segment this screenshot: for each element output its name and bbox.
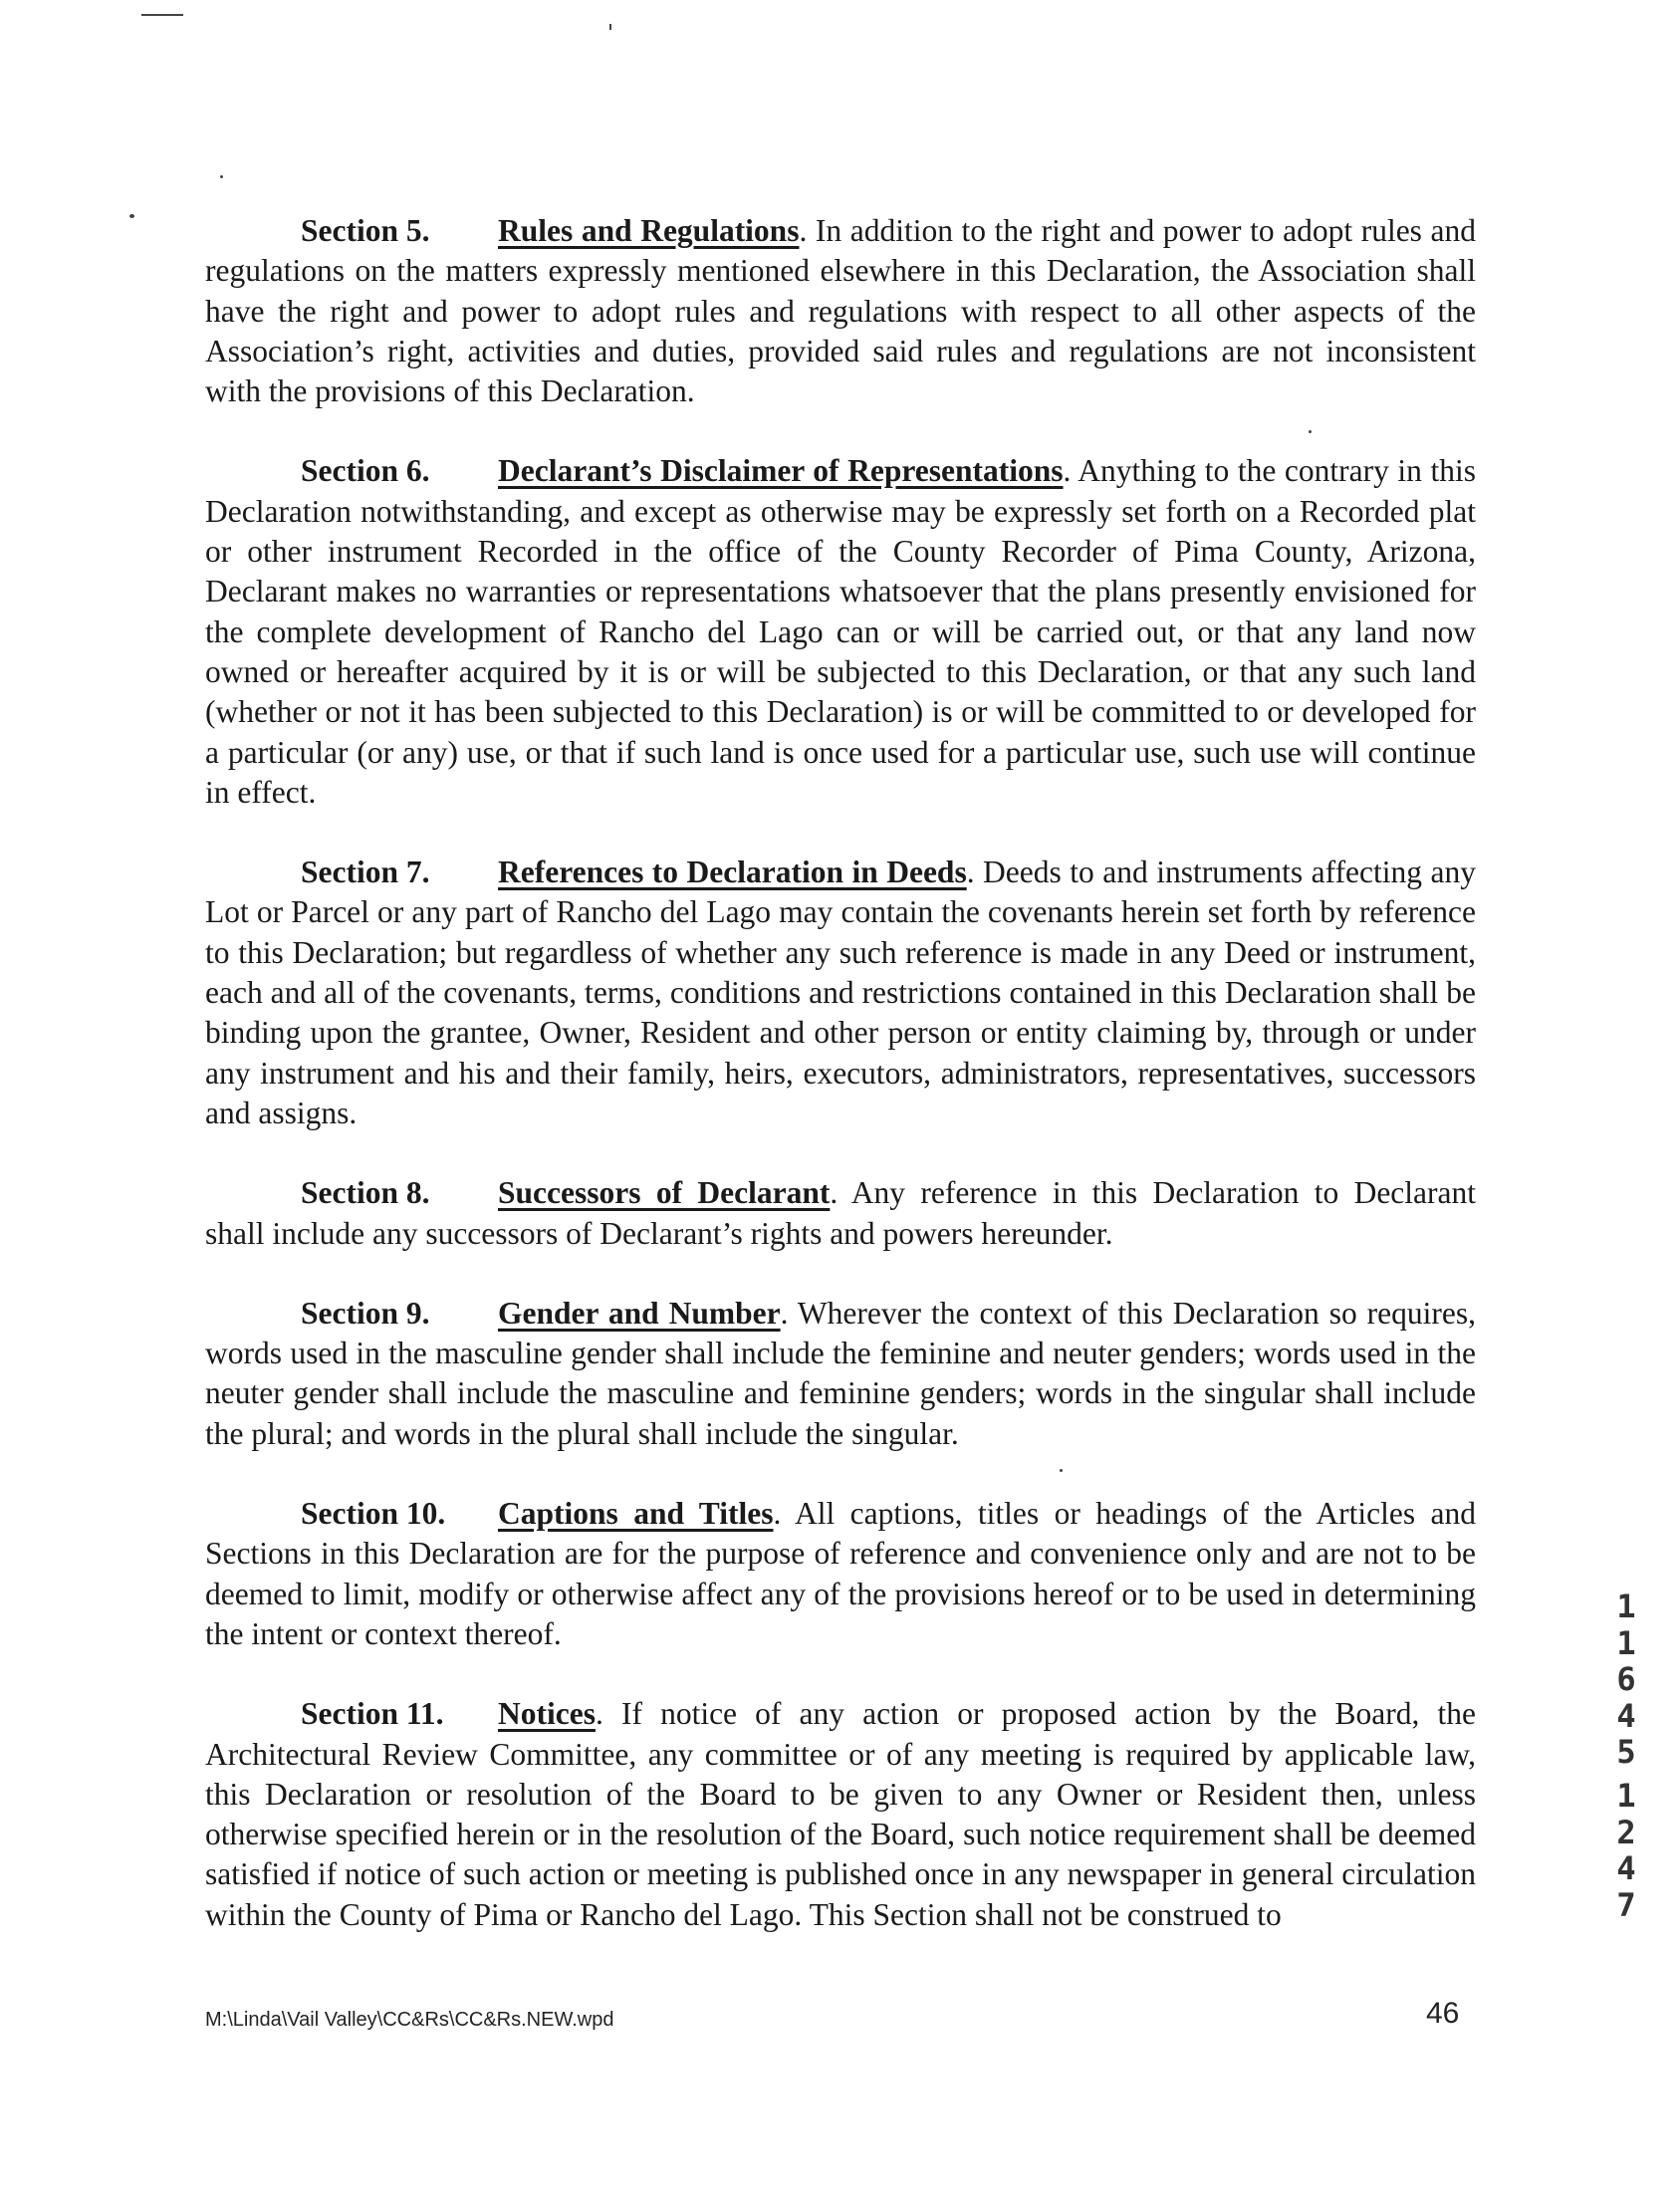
section-text: . Wherever the context of this Declaration so requires, words used in the masculine gender shall include the feminine and neuter genders; words used in the neuter gender shall include the masculine and feminine genders; words in the singular shall include the plural; and words in the plural shall include the singular.: [205, 1295, 1476, 1451]
section-5: [205, 211, 1476, 411]
scan-artifact-dot: [609, 24, 611, 30]
document-body: [205, 211, 1476, 1975]
section-7: [205, 853, 1476, 1133]
section-number: Section 10.: [301, 1496, 446, 1532]
scan-artifact-dot: [220, 175, 223, 178]
section-number: Section 7.: [301, 855, 430, 890]
page-number: 46: [1426, 1997, 1460, 2030]
section-number: Section 5.: [301, 213, 430, 248]
section-title: Notices: [498, 1696, 596, 1732]
section-8: [205, 1173, 1476, 1254]
section-title: References to Declaration in Deeds: [498, 855, 967, 890]
section-number: Section 8.: [301, 1175, 430, 1211]
section-10: [205, 1494, 1476, 1654]
section-text: . Anything to the contrary in this Declaration notwithstanding, and except as otherwise may be expressly set forth on a Recorded plat or other instrument Recorded in the office of the County Recorder of Pima County, Arizona, Declarant makes no warranties or representations whatsoever that the plans presently envisioned for the complete development of Rancho del Lago can or will be carried out, or that any land now owned or hereafter acquired by it is or will be subjected to this Declaration, or that any such land (whether or not it has been subjected to this Declaration) is or will be committed to or developed for a particular (or any) use, or that if such land is once used for a particular use, such use will continue in effect.: [205, 453, 1476, 810]
section-text: . In addition to the right and power to adopt rules and regulations on the matters expressly mentioned elsewhere in this Declaration, the Association shall have the right and power to adopt rules and regulations with respect to all other aspects of the Association’s right, activities and duties, provided said rules and regulations are not inconsistent with the provisions of this Declaration.: [205, 213, 1476, 409]
section-11: [205, 1694, 1476, 1935]
section-title: Gender and Number: [498, 1295, 781, 1331]
footer-file-path: M:\Linda\Vail Valley\CC&Rs\CC&Rs.NEW.wpd: [205, 2009, 614, 2031]
recording-docket-number: 1 1 6 4 5: [1616, 1588, 1636, 1771]
section-text: . All captions, titles or headings of the Articles and Sections in this Declaration are for the purpose of reference and convenience only and are not to be deemed to limit, modify or otherwise affect any of the provisions hereof or to be used in determining the intent or context thereof.: [205, 1496, 1476, 1651]
section-number: Section 6.: [301, 453, 430, 489]
section-9: [205, 1294, 1476, 1454]
section-6: [205, 451, 1476, 813]
scan-artifact-line: [141, 14, 183, 16]
section-number: Section 9.: [301, 1295, 430, 1331]
section-title: Rules and Regulations: [498, 213, 800, 248]
section-number: Section 11.: [301, 1696, 444, 1732]
section-text: . Deeds to and instruments affecting any Lot or Parcel or any part of Rancho del Lago may contain the covenants herein set forth by reference to this Declaration; but regardless of whether any such reference is made in any Deed or instrument, each and all of the covenants, terms, conditions and restrictions contained in this Declaration shall be binding upon the grantee, Owner, Resident and other person or entity claiming by, through or under any instrument and his and their family, heirs, executors, administrators, representatives, successors and assigns.: [205, 855, 1476, 1130]
recording-page-number: 1 2 4 7: [1616, 1777, 1636, 1924]
section-text: . If notice of any action or proposed action by the Board, the Architectural Review Committee, any committee or of any meeting is required by applicable law, this Declaration or resolution of the Board to be given to any Owner or Resident then, unless otherwise specified herein or in the resolution of the Board, such notice requirement shall be deemed satisfied if notice of such action or meeting is published once in any newspaper in general circulation within the County of Pima or Rancho del Lago. This Section shall not be construed to: [205, 1696, 1476, 1932]
section-title: Declarant’s Disclaimer of Representations: [498, 453, 1064, 489]
scan-artifact-dot: [129, 214, 134, 218]
section-text: . Any reference in this Declaration to Declarant shall include any successors of Declarant’s rights and powers hereunder.: [205, 1175, 1476, 1251]
section-title: Successors of Declarant: [498, 1175, 831, 1211]
section-title: Captions and Titles: [498, 1496, 774, 1532]
